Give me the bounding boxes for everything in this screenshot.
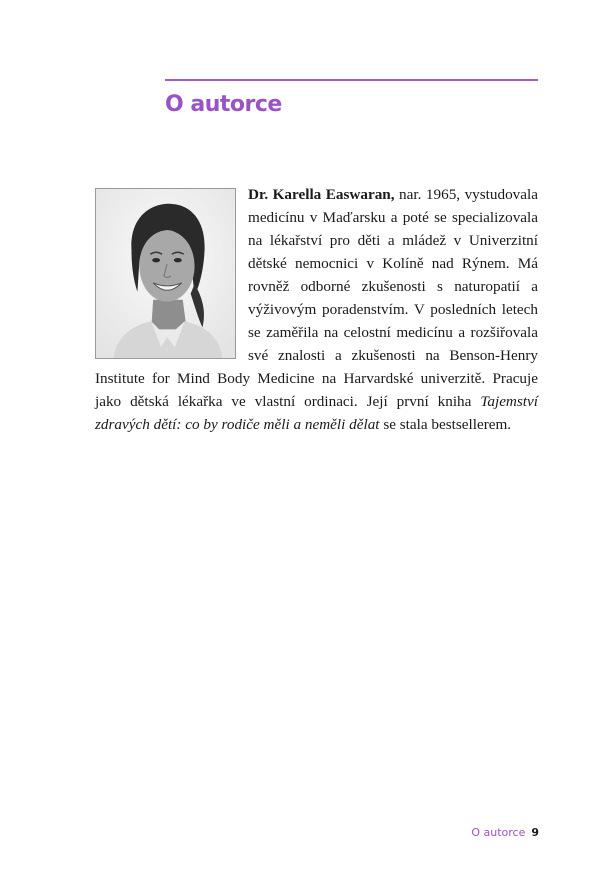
running-title: O autorce bbox=[471, 826, 526, 839]
book-title: Tajemství zdravých dětí: co by rodiče měli a neměli dělat bbox=[95, 393, 538, 433]
photo-wrap-spacer bbox=[95, 183, 248, 367]
page-number: 9 bbox=[531, 826, 539, 839]
page-title: O autorce bbox=[165, 92, 282, 117]
page-footer bbox=[471, 826, 539, 839]
author-name: Dr. Karella Easwaran, bbox=[248, 186, 395, 203]
bio-text-2: se stala bestsellerem. bbox=[379, 416, 512, 433]
heading-rule bbox=[165, 79, 538, 81]
bio-text-1: nar. 1965, vystudovala medicínu v Maďarsku a poté se specializovala na lékařství pro děti a mládež v Univerzitní dětské nemocnici v Kolíně nad Rýnem. Má rovněž odborné zkušenosti s naturopatií a výživovým poradenstvím. V posledních letech se zaměřila na celostní medicínu a rozšiřovala své znalosti a zkušenosti na Benson-Henry Institute for Mind Body Medicine na Harvardské univerzitě. Pracuje jako dětská lékařka ve vlastní ordinaci. Její první kniha bbox=[95, 186, 538, 410]
author-bio bbox=[95, 183, 538, 436]
